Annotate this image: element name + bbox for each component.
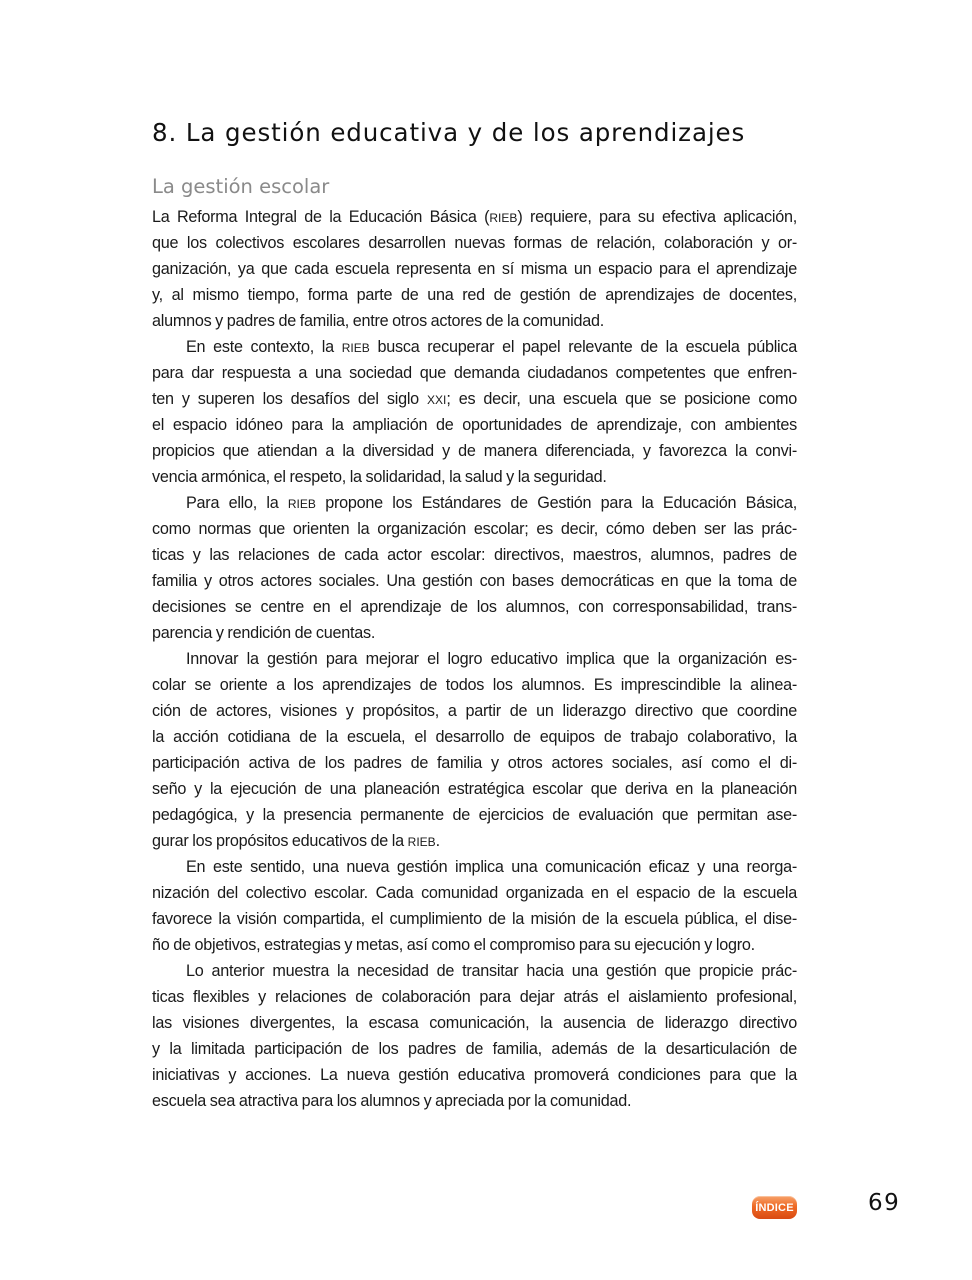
- text-line: nización del colectivo escolar. Cada comunidad organizada en el espacio de la escuela: [152, 884, 797, 902]
- text-line: favorece la visión compartida, el cumplimiento de la misión de la escuela pública, el dise-: [152, 910, 797, 928]
- text-line: participación activa de los padres de familia y otros actores sociales, así como el di-: [152, 754, 797, 772]
- text-line: familia y otros actores sociales. Una gestión con bases democráticas en que la toma de: [152, 572, 797, 590]
- text-line: parencia y rendición de cuentas.: [152, 624, 376, 642]
- page-number: 69: [868, 1190, 901, 1216]
- text-line: para dar respuesta a una sociedad que demanda ciudadanos competentes que enfren-: [152, 364, 797, 382]
- text-line: iniciativas y acciones. La nueva gestión educativa promoverá condiciones para que la: [152, 1066, 797, 1084]
- text-line: ticas y las relaciones de cada actor escolar: directivos, maestros, alumnos, padres de: [152, 546, 797, 564]
- text-line: En este sentido, una nueva gestión implica una comunicación eficaz y una reorga-: [186, 858, 797, 876]
- acronym: RIEB: [341, 341, 370, 355]
- index-button[interactable]: [752, 1196, 797, 1219]
- acronym: XXI: [427, 393, 447, 407]
- acronym: RIEB: [489, 211, 518, 225]
- text-line: ción de actores, visiones y propósitos, a partir de un liderazgo directivo que coordine: [152, 702, 797, 720]
- text-line: Lo anterior muestra la necesidad de transitar hacia una gestión que propicie prác-: [186, 962, 797, 980]
- index-button-label: ÍNDICE: [755, 1201, 794, 1214]
- text-line: Innovar la gestión para mejorar el logro educativo implica que la organización es-: [186, 650, 797, 668]
- acronym: RIEB: [287, 497, 316, 511]
- paragraph: [152, 854, 797, 958]
- text-line: ticas flexibles y relaciones de colaboración para dejar atrás el aislamiento profesional,: [152, 988, 797, 1006]
- text-line: la acción cotidiana de la escuela, el desarrollo de equipos de trabajo colaborativo, la: [152, 728, 797, 746]
- text-line: vencia armónica, el respeto, la solidaridad, la salud y la seguridad.: [152, 468, 607, 486]
- text-line: seño y la ejecución de una planeación estratégica escolar que deriva en la planeación: [152, 780, 797, 798]
- chapter-title: 8. La gestión educativa y de los aprendizajes: [152, 118, 746, 147]
- body-text: [152, 204, 797, 1114]
- text-line: el espacio idóneo para la ampliación de oportunidades de aprendizaje, con ambientes: [152, 416, 797, 434]
- acronym: RIEB: [407, 835, 436, 849]
- text-line: ño de objetivos, estrategias y metas, así como el compromiso para su ejecución y logro.: [152, 936, 755, 954]
- text-line: las visiones divergentes, la escasa comunicación, la ausencia de liderazgo directivo: [152, 1014, 797, 1032]
- paragraph: [152, 958, 797, 1114]
- text-line: ten y superen los desafíos del siglo XXI; es decir, una escuela que se posicione como: [152, 390, 797, 408]
- text-line: pedagógica, y la presencia permanente de ejercicios de evaluación que permitan ase-: [152, 806, 797, 824]
- text-line: como normas que orienten la organización escolar; es decir, cómo deben ser las prác-: [152, 520, 797, 538]
- paragraph: [152, 204, 797, 334]
- text-line: y la limitada participación de los padres de familia, además de la desarticulación de: [152, 1040, 797, 1058]
- section-title: La gestión escolar: [152, 175, 330, 198]
- text-line: La Reforma Integral de la Educación Básica (RIEB) requiere, para su efectiva aplicación,: [152, 208, 797, 226]
- text-line: colar se oriente a los aprendizajes de todos los alumnos. Es imprescindible la alinea-: [152, 676, 797, 694]
- text-line: alumnos y padres de familia, entre otros actores de la comunidad.: [152, 312, 605, 330]
- text-line: En este contexto, la RIEB busca recuperar el papel relevante de la escuela pública: [186, 338, 797, 356]
- paragraph: [152, 490, 797, 646]
- text-line: que los colectivos escolares desarrollen nuevas formas de relación, colaboración y or-: [152, 234, 797, 252]
- text-line: gurar los propósitos educativos de la RIEB.: [152, 832, 440, 850]
- text-line: ganización, ya que cada escuela representa en sí misma un espacio para el aprendizaje: [152, 260, 797, 278]
- text-line: escuela sea atractiva para los alumnos y apreciada por la comunidad.: [152, 1092, 632, 1110]
- text-line: Para ello, la RIEB propone los Estándares de Gestión para la Educación Básica,: [186, 494, 797, 512]
- paragraph: [152, 646, 797, 854]
- text-line: propicios que atiendan a la diversidad y de manera diferenciada, y favorezca la convi-: [152, 442, 797, 460]
- text-line: decisiones se centre en el aprendizaje de los alumnos, con corresponsabilidad, trans-: [152, 598, 797, 616]
- text-line: y, al mismo tiempo, forma parte de una red de gestión de aprendizajes de docentes,: [152, 286, 797, 304]
- paragraph: [152, 334, 797, 490]
